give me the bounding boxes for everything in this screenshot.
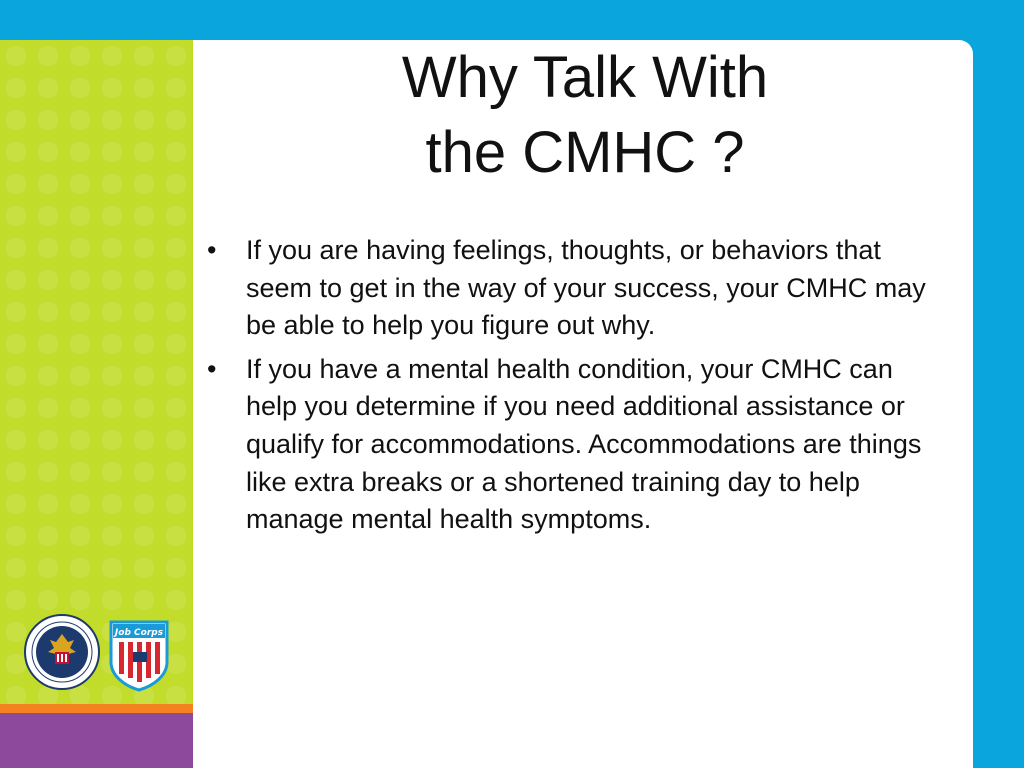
orange-stripe: [0, 704, 193, 713]
bullet-text: If you have a mental health condition, your CMHC can help you determine if you need additional assistance or qualify for accommodations. Accommodations are things like extra breaks or a shortened training day to help manage mental health symptoms.: [246, 353, 922, 535]
job-corps-logo: [107, 618, 171, 692]
bullet-item: [200, 351, 945, 539]
slide-title: [390, 40, 780, 190]
left-decorative-panel: [0, 40, 193, 704]
bullet-list: [200, 232, 945, 545]
title-line-1: Why Talk With: [401, 45, 769, 110]
right-frame-band: [972, 0, 1024, 768]
bullet-text: If you are having feelings, thoughts, or behaviors that seem to get in the way of your success, your CMHC may be able to help you figure out why.: [246, 235, 926, 341]
bullet-marker: •: [207, 235, 217, 265]
bullet-item: [200, 232, 945, 345]
bullet-marker: •: [207, 353, 217, 384]
top-frame-band: [0, 0, 1024, 40]
purple-block: [0, 713, 193, 768]
svg-text:Job Corps: Job Corps: [114, 628, 164, 638]
title-line-2: the CMHC ?: [425, 120, 745, 185]
department-of-labor-seal-logo: [24, 614, 100, 690]
